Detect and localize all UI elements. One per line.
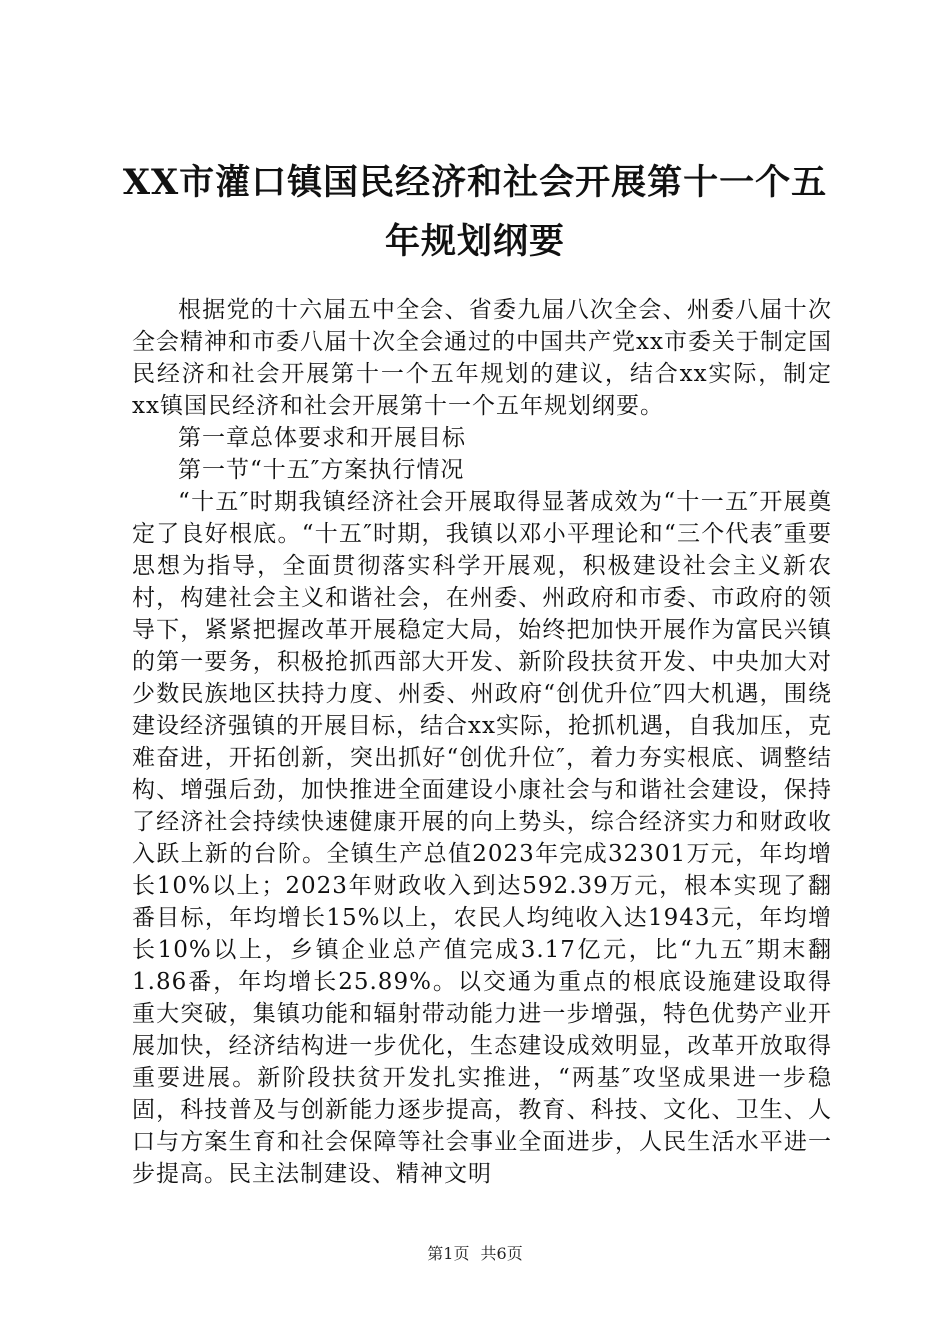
page-number: 第1页 <box>427 1244 470 1263</box>
page-total: 共6页 <box>480 1244 523 1263</box>
chapter-heading: 第一章总体要求和开展目标 <box>178 425 466 451</box>
section-heading: 第一节“十五″方案执行情况 <box>178 457 465 483</box>
page-footer <box>0 1243 950 1265</box>
intro-paragraph: 根据党的十六届五中全会、省委九届八次全会、州委八届十次全会精神和市委八届十次全会通过的中国共产党xx市委关于制定国民经济和社会开展第十一个五年规划的建议，结合xx实际，制定xx镇国民经济和社会开展第十一个五年规划纲要。 <box>132 297 832 419</box>
document-body <box>132 294 832 1190</box>
document-title-line-2: 年规划纲要 <box>384 221 565 262</box>
section-paragraph: “十五″时期我镇经济社会开展取得显著成效为“十一五″开展奠定了良好根底。“十五″时期，我镇以邓小平理论和“三个代表″重要思想为指导，全面贯彻落实科学开展观，积极建设社会主义新农村，构建社会主义和谐社会，在州委、州政府和市委、市政府的领导下，紧紧把握改革开展稳定大局，始终把加快开展作为富民兴镇的第一要务，积极抢抓西部大开发、新阶段扶贫开发、中央加大对少数民族地区扶持力度、州委、州政府“创优升位″四大机遇，围绕建设经济强镇的开展目标，结合xx实际，抢抓机遇，自我加压，克难奋进，开拓创新，突出抓好“创优升位″，着力夯实根底、调整结构、增强后劲，加快推进全面建设小康社会与和谐社会建设，保持了经济社会持续快速健康开展的向上势头，综合经济实力和财政收入跃上新的台阶。全镇生产总值2023年完成32301万元，年均增长10%以上；2023年财政收入到达592.39万元，根本实现了翻番目标，年均增长15%以上，农民人均纯收入达1943元，年均增长10%以上，乡镇企业总产值完成3.17亿元，比“九五″期末翻1.86番，年均增长25.89%。以交通为重点的根底设施建设取得重大突破，集镇功能和辐射带动能力进一步增强，特色优势产业开展加快，经济结构进一步优化，生态建设成效明显，改革开放取得重要进展。新阶段扶贫开发扎实推进，“两基″攻坚成果进一步稳固，科技普及与创新能力逐步提高，教育、科技、文化、卫生、人口与方案生育和社会保障等社会事业全面进步，人民生活水平进一步提高。民主法制建设、精神文明 <box>132 489 832 1187</box>
document-title-line-1: XX市灌口镇国民经济和社会开展第十一个五 <box>122 162 828 203</box>
